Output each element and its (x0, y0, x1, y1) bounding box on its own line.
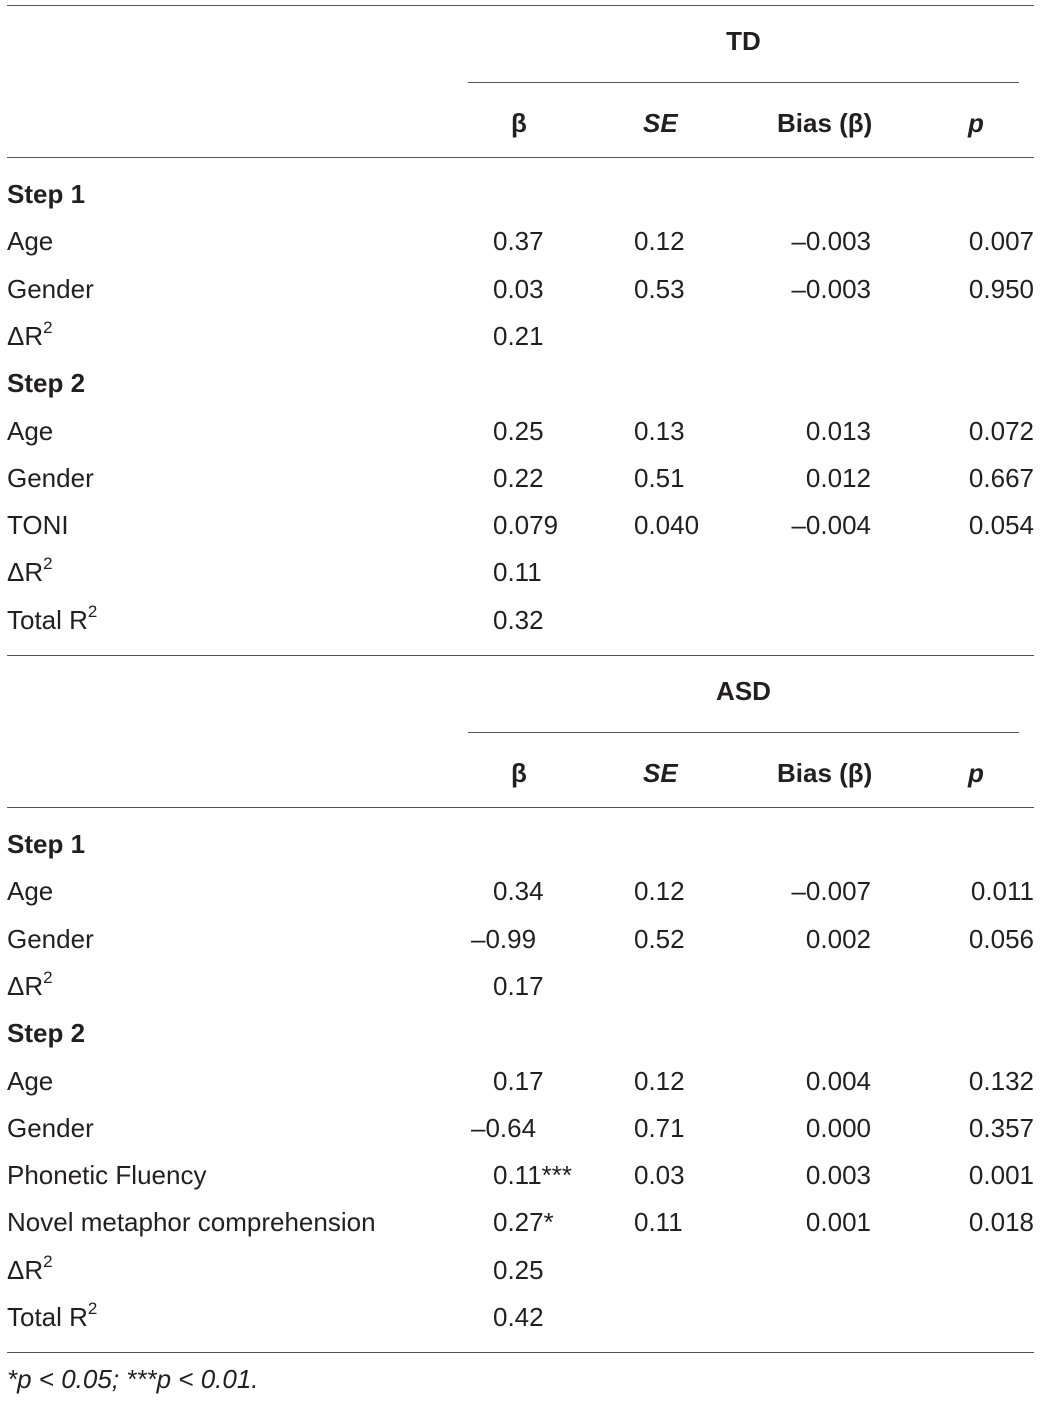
row-label-text: Step 2 (7, 1018, 86, 1048)
row-label (7, 367, 85, 399)
row-label-text: Step 1 (7, 179, 86, 209)
top-rule (7, 5, 1034, 6)
row-label-text: Total R (7, 1302, 88, 1332)
cell-se: 0.53 (634, 274, 685, 304)
cell-se: 0.11 (634, 1207, 683, 1237)
cell-beta: 0.42 (493, 1302, 544, 1332)
bottom-rule (7, 1352, 1034, 1353)
row-label (7, 415, 53, 447)
col-header-se: SE (643, 108, 678, 138)
row-label-superscript: 2 (43, 1252, 53, 1271)
cell-beta: 0.27* (493, 1207, 554, 1237)
cell-beta: 0.21 (493, 321, 544, 351)
cell-bias: 0.001 (805, 1207, 871, 1237)
row-label (7, 320, 53, 352)
group-title-asd: ASD (716, 676, 771, 706)
cell-beta: 0.25 (493, 416, 544, 446)
row-label-text: Phonetic Fluency (7, 1160, 207, 1190)
row-label-text: TONI (7, 510, 69, 540)
cell-se: 0.13 (634, 416, 685, 446)
row-label-text: Total R (7, 605, 88, 635)
row-label-superscript: 2 (43, 318, 53, 337)
cell-se: 0.12 (634, 1066, 685, 1096)
cell-beta: 0.22 (493, 463, 544, 493)
cell-p: 0.132 (968, 1066, 1034, 1096)
row-label (7, 828, 85, 860)
cell-se: 0.51 (634, 463, 685, 493)
row-label (7, 556, 53, 588)
cell-se: 0.52 (634, 924, 685, 954)
cell-beta: –0.64 (471, 1113, 537, 1143)
cell-beta: 0.37 (493, 226, 544, 256)
cell-p: 0.056 (968, 924, 1034, 954)
row-label (7, 1159, 206, 1191)
cell-p: 0.007 (968, 226, 1034, 256)
group-title-td: TD (726, 26, 761, 56)
cell-bias: –0.003 (791, 226, 871, 256)
row-label (7, 1254, 53, 1286)
row-label (7, 509, 69, 541)
row-label (7, 923, 94, 955)
row-label (7, 1017, 85, 1049)
col-header-beta: β (511, 758, 527, 788)
cell-beta: 0.17 (493, 971, 544, 1001)
row-label-text: ΔR (7, 321, 44, 351)
row-label-text: ΔR (7, 557, 44, 587)
row-label-text: ΔR (7, 1255, 44, 1285)
col-header-se: SE (643, 758, 678, 788)
cell-p: 0.054 (968, 510, 1034, 540)
cell-se: 0.03 (634, 1160, 685, 1190)
cell-beta: 0.32 (493, 605, 544, 635)
cell-bias: 0.004 (805, 1066, 871, 1096)
cell-p: 0.667 (968, 463, 1034, 493)
cell-bias: –0.007 (791, 876, 871, 906)
cell-p: 0.018 (968, 1207, 1034, 1237)
cell-beta: –0.99 (471, 924, 537, 954)
cell-p: 0.072 (968, 416, 1034, 446)
footnote: *p < 0.05; ***p < 0.01. (7, 1364, 259, 1394)
cell-se: 0.12 (634, 876, 685, 906)
row-label-superscript: 2 (87, 602, 98, 621)
col-header-bias: Bias (β) (777, 108, 873, 138)
row-label (7, 1112, 94, 1144)
cell-beta: 0.11 (493, 557, 542, 587)
col-header-beta: β (511, 108, 527, 138)
col-header-p: p (968, 758, 984, 788)
cell-beta: 0.17 (493, 1066, 544, 1096)
row-label-superscript: 2 (43, 554, 53, 573)
cell-bias: 0.012 (805, 463, 871, 493)
row-label (7, 970, 53, 1002)
row-label-text: Novel metaphor comprehension (7, 1207, 376, 1237)
cell-bias: 0.002 (805, 924, 871, 954)
row-label-text: Age (7, 876, 54, 906)
row-label (7, 875, 53, 907)
row-label-text: Step 2 (7, 368, 86, 398)
row-label (7, 1065, 53, 1097)
header-rule-td (7, 157, 1034, 158)
cell-bias: –0.003 (791, 274, 871, 304)
row-label-text: Age (7, 416, 54, 446)
row-label (7, 1206, 376, 1238)
cell-bias: –0.004 (791, 510, 871, 540)
group-rule-asd (468, 732, 1019, 733)
row-label (7, 604, 97, 636)
row-label-text: Step 1 (7, 829, 86, 859)
row-label (7, 462, 94, 494)
cell-beta: 0.11*** (493, 1160, 573, 1190)
row-label-superscript: 2 (43, 968, 53, 987)
row-label-text: Gender (7, 274, 94, 304)
group-rule-td (468, 82, 1019, 83)
cell-p: 0.950 (968, 274, 1034, 304)
cell-bias: 0.000 (805, 1113, 871, 1143)
row-label (7, 178, 85, 210)
cell-beta: 0.079 (493, 510, 559, 540)
cell-bias: 0.013 (805, 416, 871, 446)
row-label-text: Gender (7, 1113, 94, 1143)
cell-beta: 0.34 (493, 876, 544, 906)
cell-bias: 0.003 (805, 1160, 871, 1190)
header-rule-asd (7, 807, 1034, 808)
row-label-text: Age (7, 1066, 54, 1096)
cell-se: 0.040 (634, 510, 700, 540)
row-label-text: Gender (7, 463, 94, 493)
row-label (7, 225, 53, 257)
row-label-text: ΔR (7, 971, 44, 1001)
cell-beta: 0.25 (493, 1255, 544, 1285)
col-header-bias: Bias (β) (777, 758, 873, 788)
cell-p: 0.001 (968, 1160, 1034, 1190)
row-label (7, 1301, 97, 1333)
section-rule (7, 655, 1034, 656)
row-label-text: Gender (7, 924, 94, 954)
row-label (7, 273, 94, 305)
col-header-p: p (968, 108, 984, 138)
cell-beta: 0.03 (493, 274, 544, 304)
cell-p: 0.011 (970, 876, 1034, 906)
row-label-superscript: 2 (87, 1299, 98, 1318)
cell-se: 0.12 (634, 226, 685, 256)
cell-se: 0.71 (634, 1113, 685, 1143)
cell-p: 0.357 (968, 1113, 1034, 1143)
row-label-text: Age (7, 226, 54, 256)
